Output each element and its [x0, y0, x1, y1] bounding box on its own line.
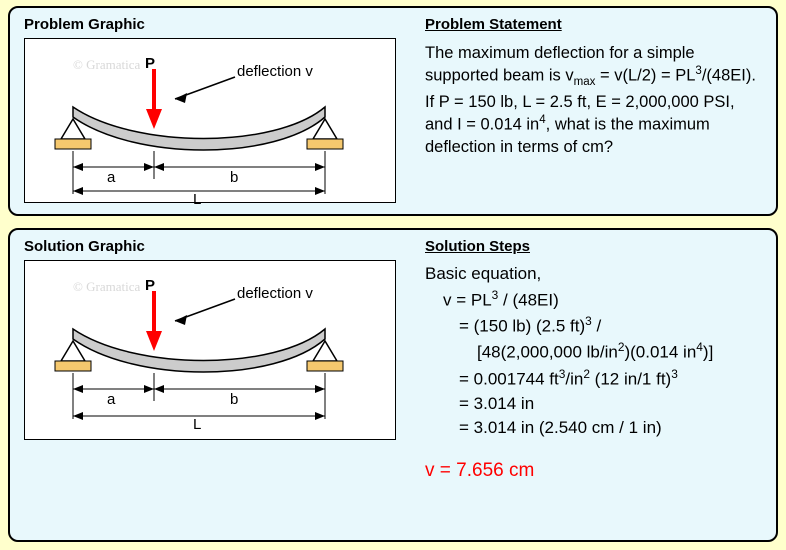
dim-a-arrow-right — [144, 163, 154, 171]
solution-steps-title: Solution Steps — [425, 238, 530, 255]
dim-b-arrow-right — [315, 163, 325, 171]
dim-b-arrow-left — [154, 163, 164, 171]
watermark-problem: © Gramatica — [73, 57, 141, 72]
problem-dim-b-label: b — [230, 169, 239, 186]
problem-statement-text — [425, 42, 765, 158]
problem-panel — [8, 6, 778, 216]
problem-graphic-box — [24, 38, 396, 208]
solution-panel — [8, 228, 778, 542]
support-base-left — [55, 139, 91, 149]
dim-a-arrow-left — [73, 163, 83, 171]
solution-answer: v = 7.656 cm — [425, 460, 535, 482]
solution-graphic-title: Solution Graphic — [24, 238, 145, 255]
support-base-right — [307, 361, 343, 371]
load-arrow-head — [146, 331, 162, 351]
solution-deflection-label: deflection v — [237, 285, 313, 302]
dim-L-arrow-right — [315, 187, 325, 195]
solution-dim-a-label: a — [107, 391, 116, 408]
solution-step-line: = 3.014 in (2.540 cm / 1 in) — [459, 418, 662, 438]
solution-step-line: = 0.001744 $ft^3/in^2$ (12 in/1 ft)$^3$ — [459, 366, 678, 389]
problem-dim-L-label: L — [193, 191, 202, 208]
solution-step-line: = (150 lb) (2.5 ft)$^3$ / — [459, 313, 602, 336]
beam-shape — [73, 329, 325, 372]
problem-load-label: P — [145, 55, 156, 72]
problem-statement-paragraph: The maximum deflection for a simple supported beam is $v_{max} = v(L/2) = PL^3/(48EI)$. If P = 150 lb, L = 2.5 ft, E = 2,000,000 PSI, and I = 0.014 $in^4$, what is the maximum deflection in terms of cm? — [425, 44, 756, 156]
dim-L-arrow-right — [315, 412, 325, 420]
problem-graphic-title: Problem Graphic — [24, 16, 145, 33]
load-arrow-head — [146, 109, 162, 129]
solution-dim-L-label: L — [193, 416, 202, 433]
solution-load-label: P — [145, 277, 156, 294]
problem-statement-title: Problem Statement — [425, 16, 562, 33]
solution-step-line: [48(2,000,000 $lb/in^2)(0.014$ $in^4$)] — [477, 340, 714, 362]
dim-a-arrow-right — [144, 385, 154, 393]
dim-b-arrow-left — [154, 385, 164, 393]
watermark-solution: © Gramatica — [73, 279, 141, 294]
solution-steps-list — [425, 262, 775, 485]
support-base-right — [307, 139, 343, 149]
problem-dim-a-label: a — [107, 169, 116, 186]
solution-graphic-box — [24, 260, 396, 440]
solution-step-line: Basic equation, — [425, 264, 542, 283]
dim-L-arrow-left — [73, 412, 83, 420]
support-base-left — [55, 361, 91, 371]
solution-step-line: = 3.014 in — [459, 393, 535, 413]
dim-b-arrow-right — [315, 385, 325, 393]
beam-shape — [73, 107, 325, 150]
dim-a-arrow-left — [73, 385, 83, 393]
solution-dim-b-label: b — [230, 391, 239, 408]
solution-steps-container — [425, 262, 775, 441]
problem-deflection-label: deflection v — [237, 63, 313, 80]
dim-L-arrow-left — [73, 187, 83, 195]
solution-step-line: $v = PL^3 / (48EI)$ — [443, 287, 559, 310]
